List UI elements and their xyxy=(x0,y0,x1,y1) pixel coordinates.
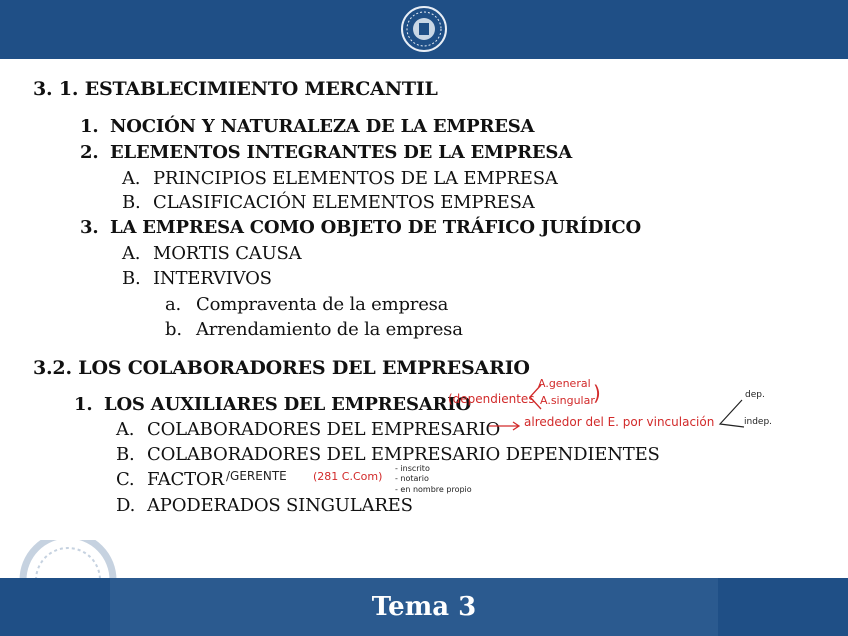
list-item: A. COLABORADORES DEL EMPRESARIO xyxy=(116,419,501,440)
arrow-mark xyxy=(487,418,523,434)
annotation-dep: dep. xyxy=(745,390,765,400)
list-item: 1. LOS AUXILIARES DEL EMPRESARIO xyxy=(74,394,471,415)
list-item: 2. ELEMENTOS INTEGRANTES DE LA EMPRESA xyxy=(80,142,572,163)
annotation-paren: ) xyxy=(593,381,601,405)
annotation-notario: - notario xyxy=(395,474,429,483)
annotation-dependientes: (dependientes xyxy=(448,392,535,406)
list-item: a. Compraventa de la empresa xyxy=(165,294,449,315)
list-item: b. Arrendamiento de la empresa xyxy=(165,319,463,340)
watermark-seal-icon xyxy=(18,540,118,580)
annotation-a-general: A.general xyxy=(538,377,591,390)
list-item: D. APODERADOS SINGULARES xyxy=(116,495,413,516)
list-item: B. INTERVIVOS xyxy=(122,268,272,289)
annotation-article: (281 C.Com) xyxy=(313,470,383,483)
annotation-a-singular: A.singular xyxy=(540,394,595,407)
annotation-gerente: /GERENTE xyxy=(226,469,287,483)
annotation-nombre-propio: - en nombre propio xyxy=(395,485,472,494)
annotation-inscrito: - inscrito xyxy=(395,464,430,473)
list-item: A. PRINCIPIOS ELEMENTOS DE LA EMPRESA xyxy=(122,168,558,189)
section-heading-1: 3. 1. ESTABLECIMIENTO MERCANTIL xyxy=(33,78,438,100)
list-item: B. CLASIFICACIÓN ELEMENTOS EMPRESA xyxy=(122,192,535,213)
branch-mark xyxy=(714,396,746,432)
list-item: 3. LA EMPRESA COMO OBJETO DE TRÁFICO JURÍDICO xyxy=(80,217,641,238)
list-item: A. MORTIS CAUSA xyxy=(122,243,302,264)
footer-title: Tema 3 xyxy=(371,592,477,622)
annotation-alrededor: alrededor del E. por vinculación xyxy=(524,415,715,429)
annotation-indep: indep. xyxy=(744,417,773,427)
list-item: B. COLABORADORES DEL EMPRESARIO DEPENDIENTES xyxy=(116,444,660,465)
list-item: 1. NOCIÓN Y NATURALEZA DE LA EMPRESA xyxy=(80,116,535,137)
section-heading-2: 3.2. LOS COLABORADORES DEL EMPRESARIO xyxy=(33,357,530,379)
list-item: C. FACTOR xyxy=(116,469,224,490)
